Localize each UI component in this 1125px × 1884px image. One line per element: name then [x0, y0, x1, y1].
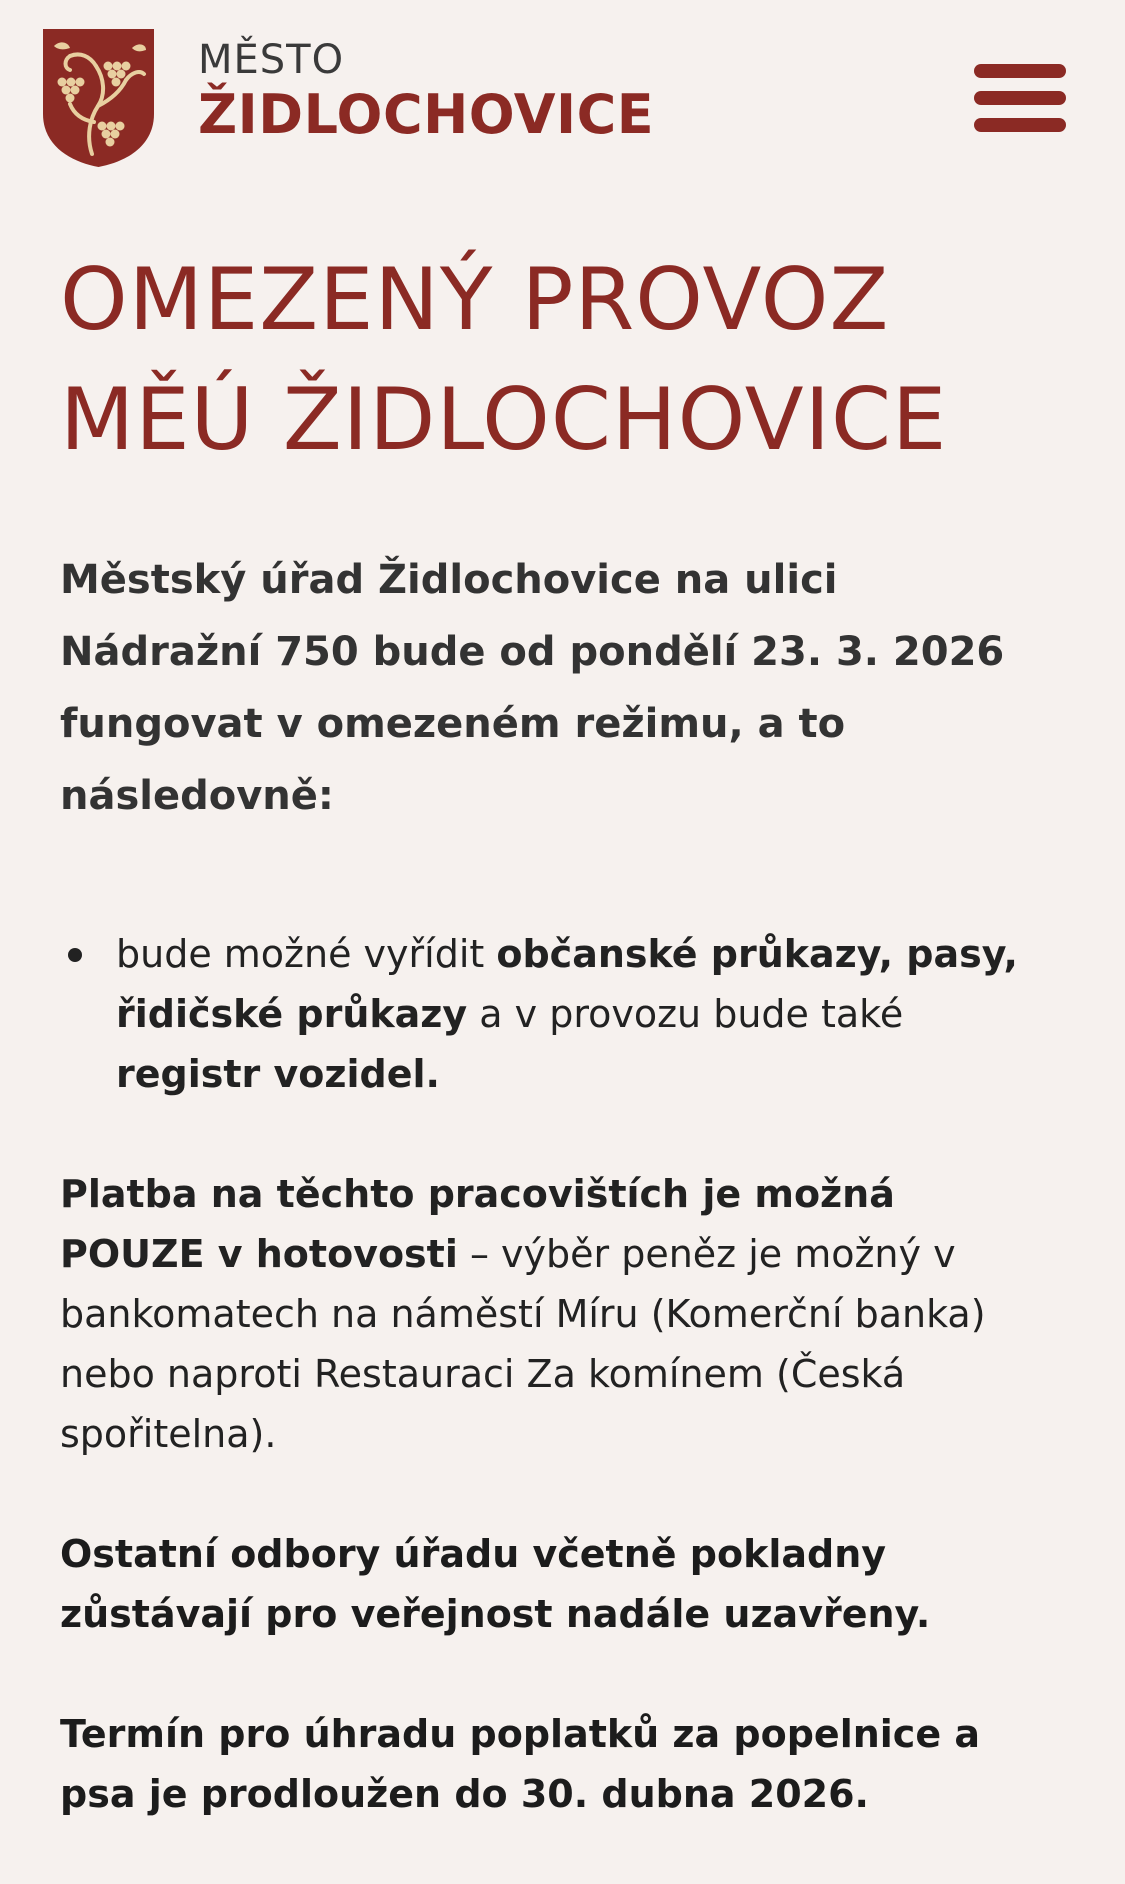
bullet-text-2: a v provozu bude také [467, 992, 904, 1036]
menu-bar [974, 64, 1066, 78]
title-line-1: OMEZENÝ PROVOZ [60, 250, 890, 350]
bullet-bold-registry: registr vozidel. [116, 1052, 440, 1096]
site-header [0, 0, 1125, 200]
menu-bar [974, 118, 1066, 132]
site-brand[interactable] [198, 36, 654, 146]
coat-of-arms-svg [40, 26, 157, 169]
closed-notice: Ostatní odbory úřadu včetně pokladny zůstávají pro veřejnost nadále uzavřeny. [60, 1532, 931, 1636]
deadline-notice: Termín pro úhradu poplatků za popelnice a psa je prodloužen do 30. dubna 2026. [60, 1712, 980, 1816]
service-list [60, 924, 1020, 1104]
payment-paragraph [60, 1164, 1020, 1464]
list-item [60, 924, 1020, 1104]
intro-paragraph: Městský úřad Židlochovice na ulici Nádražní 750 bude od pondělí 23. 3. 2026 fungovat v omezeném režimu, a to následovně: [60, 557, 1005, 819]
coat-of-arms-icon[interactable] [40, 26, 157, 169]
payment-atm-info: – výběr peněz je možný v bankomatech na náměstí Míru (Komerční banka) nebo naproti Restauraci Za komínem (Česká spořitelna). [60, 1232, 986, 1456]
title-line-2: MĚÚ ŽIDLOCHOVICE [60, 370, 948, 470]
bullet-icon [68, 948, 82, 962]
page-title [60, 240, 1020, 480]
menu-bar [974, 91, 1066, 105]
brand-city-name: ŽIDLOCHOVICE [198, 83, 655, 146]
bullet-bold-documents: občanské průkazy, pasy, řidičské průkazy [116, 932, 1018, 1036]
bullet-text-1: bude možné vyřídit [116, 932, 497, 976]
brand-city-label: MĚSTO [198, 37, 345, 83]
payment-cash-only: Platba na těchto pracovištích je možná POUZE v hotovosti [60, 1172, 895, 1276]
hamburger-menu-icon[interactable] [970, 60, 1070, 136]
article-content [60, 240, 1020, 1824]
